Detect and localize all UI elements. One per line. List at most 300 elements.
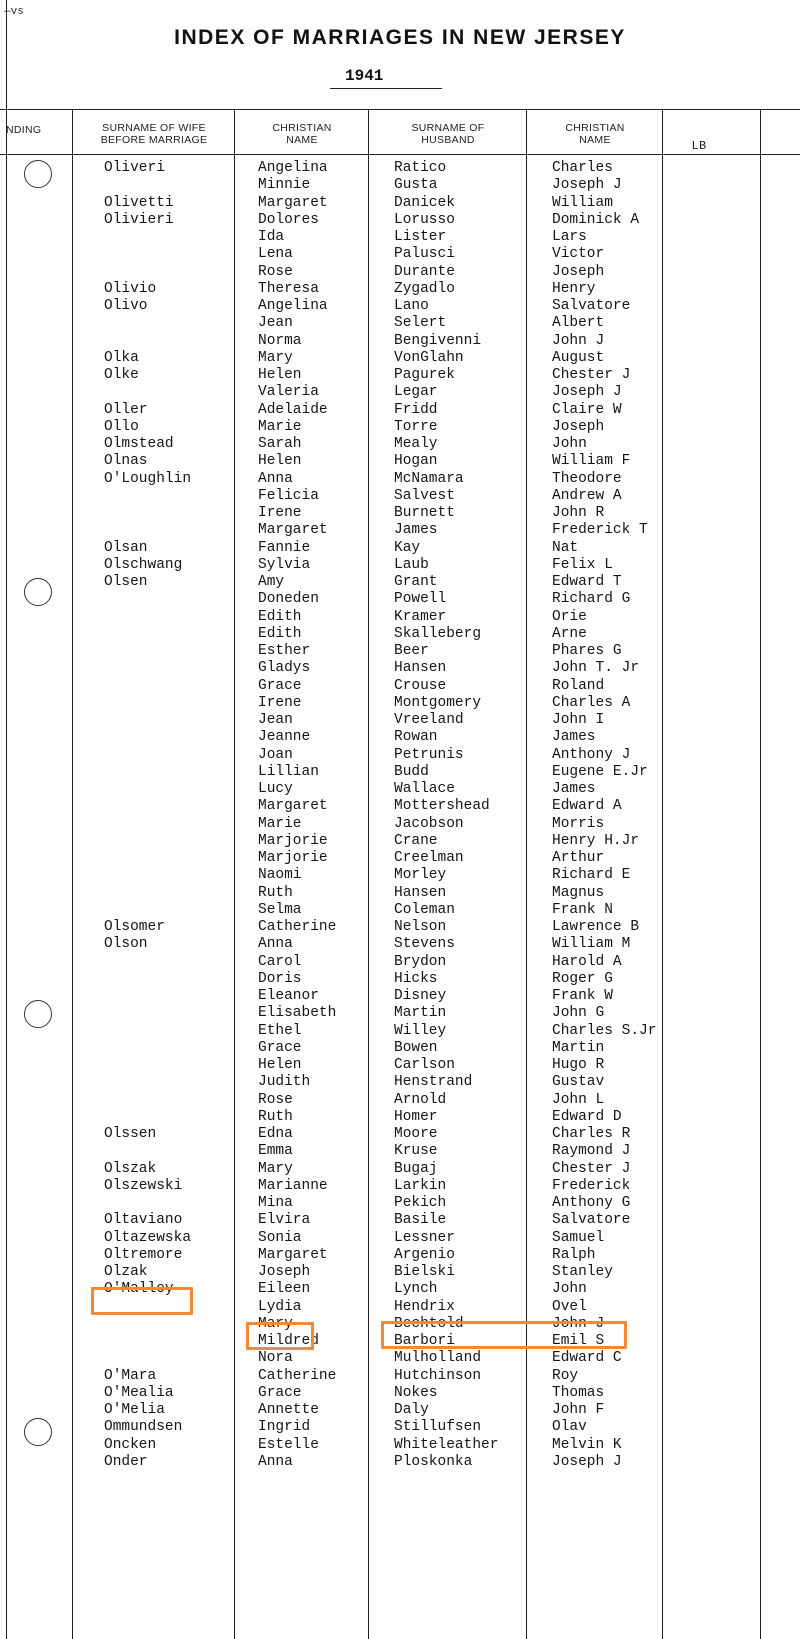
husband-christian-name: John (552, 1281, 587, 1298)
wife-christian-name: Anna (258, 1453, 293, 1470)
wife-christian-name: Grace (258, 677, 302, 694)
wife-christian-name: Doris (258, 970, 302, 987)
table-row (0, 1092, 800, 1109)
table-row (0, 419, 800, 436)
table-row (0, 298, 800, 315)
husband-christian-name: Ovel (552, 1298, 587, 1315)
wife-christian-name: Grace (258, 1039, 302, 1056)
table-row (0, 505, 800, 522)
table-row (0, 971, 800, 988)
husband-christian-name: Olav (552, 1419, 587, 1436)
husband-surname: Mealy (394, 436, 438, 452)
table-row (0, 850, 800, 867)
husband-christian-name: John (552, 436, 587, 452)
husband-surname: Pekich (394, 1195, 447, 1211)
husband-surname: Kay (394, 539, 421, 556)
wife-christian-name: Felicia (258, 487, 319, 504)
table-row (0, 540, 800, 557)
wife-christian-name: Grace (258, 1384, 302, 1401)
husband-surname: Argenio (394, 1246, 455, 1263)
husband-surname: Lorusso (394, 211, 455, 228)
table-row (0, 1402, 800, 1419)
wife-surname: Olssen (104, 1126, 157, 1142)
husband-christian-name: Charles (552, 160, 613, 176)
header-binding: NDING (6, 124, 42, 136)
wife-christian-name: Edith (258, 625, 302, 642)
husband-surname: Stevens (394, 936, 455, 953)
page-title: INDEX OF MARRIAGES IN NEW JERSEY (174, 26, 626, 49)
husband-surname: Morley (394, 867, 447, 884)
husband-christian-name: August (552, 349, 605, 366)
husband-christian-name: Lawrence B (552, 919, 640, 935)
husband-surname: Hansen (394, 884, 447, 901)
husband-surname: Wallace (394, 781, 455, 797)
table-row (0, 333, 800, 350)
table-row (0, 1023, 800, 1040)
table-row (0, 764, 800, 781)
wife-christian-name: Angelina (258, 160, 328, 176)
table-row (0, 1350, 800, 1367)
husband-christian-name: Stanley (552, 1264, 613, 1280)
table-row (0, 747, 800, 764)
wife-christian-name: Anna (258, 936, 293, 953)
table-row (0, 660, 800, 677)
husband-surname: Legar (394, 384, 438, 401)
wife-christian-name: Eleanor (258, 988, 319, 1004)
wife-christian-name: Sonia (258, 1229, 302, 1246)
husband-surname: Lano (394, 298, 429, 314)
husband-surname: Henstrand (394, 1074, 473, 1091)
husband-surname: Carlson (394, 1057, 455, 1073)
husband-surname: James (394, 522, 438, 539)
husband-christian-name: Frank N (552, 901, 613, 918)
wife-surname: Oliveri (104, 160, 165, 176)
wife-christian-name: Emma (258, 1143, 293, 1160)
husband-christian-name: Frederick T (552, 522, 648, 539)
table-row (0, 1161, 800, 1178)
husband-surname: Bielski (394, 1264, 455, 1280)
wife-surname: O'Melia (104, 1402, 165, 1418)
wife-christian-name: Helen (258, 453, 302, 470)
wife-christian-name: Theresa (258, 280, 319, 297)
husband-christian-name: Salvatore (552, 1212, 631, 1229)
wife-christian-name: Marie (258, 815, 302, 832)
wife-christian-name: Ethel (258, 1022, 302, 1039)
wife-christian-name: Elisabeth (258, 1005, 337, 1022)
wife-christian-name: Angelina (258, 298, 328, 314)
husband-christian-name: Chester J (552, 1160, 631, 1177)
wife-christian-name: Judith (258, 1074, 311, 1091)
wife-surname: O'Malley (104, 1281, 174, 1298)
wife-surname: Olivo (104, 298, 148, 314)
wife-christian-name: Elvira (258, 1212, 311, 1229)
table-row (0, 471, 800, 488)
husband-christian-name: Charles A (552, 694, 631, 711)
wife-surname: O'Mealia (104, 1384, 174, 1401)
wife-surname: Olszak (104, 1160, 157, 1177)
wife-christian-name: Ida (258, 229, 285, 245)
husband-surname: Moore (394, 1126, 438, 1142)
husband-surname: Bugaj (394, 1160, 438, 1177)
wife-surname: Olszewski (104, 1177, 183, 1194)
husband-christian-name: Harold A (552, 953, 622, 970)
husband-christian-name: Richard G (552, 591, 631, 608)
husband-surname: Whiteleather (394, 1436, 499, 1453)
table-row (0, 229, 800, 246)
wife-surname: Olivetti (104, 194, 174, 211)
table-row (0, 988, 800, 1005)
table-row (0, 1368, 800, 1385)
husband-christian-name: Andrew A (552, 487, 622, 504)
wife-surname: Ollo (104, 418, 139, 435)
wife-christian-name: Rose (258, 263, 293, 280)
wife-surname: Oltremore (104, 1246, 183, 1263)
husband-surname: Vreeland (394, 712, 464, 728)
wife-christian-name: Marianne (258, 1177, 328, 1194)
wife-surname: Olsomer (104, 919, 165, 935)
husband-christian-name: William M (552, 936, 631, 953)
husband-christian-name: Charles R (552, 1126, 631, 1142)
wife-christian-name: Estelle (258, 1436, 319, 1453)
husband-christian-name: Chester J (552, 367, 631, 383)
husband-surname: Crane (394, 832, 438, 849)
husband-christian-name: John T. Jr (552, 660, 640, 677)
wife-christian-name: Lucy (258, 781, 293, 797)
husband-christian-name: Edward T (552, 574, 622, 590)
husband-surname: Skalleberg (394, 625, 482, 642)
husband-surname: Petrunis (394, 746, 464, 763)
husband-christian-name: Anthony J (552, 746, 631, 763)
wife-surname: Olke (104, 367, 139, 383)
wife-christian-name: Esther (258, 643, 311, 659)
corner-mark: —vs (4, 6, 24, 18)
husband-christian-name: William F (552, 453, 631, 470)
husband-christian-name: Hugo R (552, 1057, 605, 1073)
husband-christian-name: Roger G (552, 970, 613, 987)
wife-christian-name: Adelaide (258, 401, 328, 418)
table-row (0, 402, 800, 419)
wife-christian-name: Mary (258, 1160, 293, 1177)
husband-christian-name: Martin (552, 1039, 605, 1056)
husband-christian-name: William (552, 194, 613, 211)
husband-surname: Basile (394, 1212, 447, 1229)
husband-surname: Bowen (394, 1039, 438, 1056)
husband-surname: Barbori (394, 1333, 455, 1349)
husband-christian-name: Eugene E.Jr (552, 763, 648, 780)
husband-surname: Crouse (394, 677, 447, 694)
husband-surname: Hogan (394, 453, 438, 470)
wife-christian-name: Doneden (258, 591, 319, 608)
wife-christian-name: Ruth (258, 884, 293, 901)
husband-christian-name: Joseph J (552, 384, 622, 401)
table-row (0, 1057, 800, 1074)
wife-christian-name: Margaret (258, 522, 328, 539)
husband-christian-name: Magnus (552, 884, 605, 901)
table-row (0, 833, 800, 850)
husband-surname: Selert (394, 315, 447, 332)
wife-surname: Olka (104, 349, 139, 366)
husband-christian-name: Henry H.Jr (552, 832, 640, 849)
table-row (0, 712, 800, 729)
wife-surname: Ommundsen (104, 1419, 183, 1436)
wife-christian-name: Catherine (258, 919, 337, 935)
husband-surname: Mottershead (394, 798, 490, 815)
wife-christian-name: Edna (258, 1126, 293, 1142)
year-underline (330, 88, 442, 89)
table-row (0, 522, 800, 539)
husband-christian-name: Gustav (552, 1074, 605, 1091)
wife-surname: O'Loughlin (104, 470, 192, 487)
wife-christian-name: Joseph (258, 1264, 311, 1280)
husband-christian-name: Henry (552, 280, 596, 297)
table-row (0, 643, 800, 660)
husband-surname: Hansen (394, 660, 447, 677)
husband-christian-name: Ralph (552, 1246, 596, 1263)
husband-surname: Larkin (394, 1177, 447, 1194)
husband-surname: Beer (394, 643, 429, 659)
table-row (0, 781, 800, 798)
table-row (0, 954, 800, 971)
wife-christian-name: Margaret (258, 798, 328, 815)
highlight-mary (246, 1322, 314, 1350)
wife-christian-name: Joan (258, 746, 293, 763)
wife-christian-name: Irene (258, 505, 302, 521)
husband-christian-name: Joseph (552, 418, 605, 435)
wife-surname: Olsan (104, 539, 148, 556)
table-row (0, 1212, 800, 1229)
husband-christian-name: Phares G (552, 643, 622, 659)
husband-christian-name: Albert (552, 315, 605, 332)
husband-christian-name: John J (552, 1315, 605, 1332)
husband-surname: Coleman (394, 901, 455, 918)
table-row (0, 281, 800, 298)
husband-surname: Daly (394, 1402, 429, 1418)
husband-surname: McNamara (394, 470, 464, 487)
table-row (0, 1040, 800, 1057)
husband-christian-name: Orie (552, 608, 587, 625)
table-row (0, 1195, 800, 1212)
table-row (0, 867, 800, 884)
husband-surname: Pagurek (394, 367, 455, 383)
husband-surname: Hendrix (394, 1298, 455, 1315)
husband-surname: Palusci (394, 246, 455, 263)
husband-surname: Hutchinson (394, 1367, 482, 1384)
wife-christian-name: Lillian (258, 763, 319, 780)
wife-christian-name: Margaret (258, 1246, 328, 1263)
table-row (0, 264, 800, 281)
husband-surname: Arnold (394, 1091, 447, 1108)
wife-christian-name: Irene (258, 694, 302, 711)
wife-christian-name: Amy (258, 574, 285, 590)
wife-surname: O'Mara (104, 1367, 157, 1384)
husband-christian-name: Joseph J (552, 1453, 622, 1470)
husband-christian-name: Nat (552, 539, 579, 556)
table-row (0, 315, 800, 332)
husband-christian-name: Charles S.Jr (552, 1022, 657, 1039)
wife-christian-name: Lydia (258, 1298, 302, 1315)
husband-surname: Lessner (394, 1229, 455, 1246)
header-surname-husband: SURNAME OF HUSBAND (411, 122, 485, 146)
husband-surname: Creelman (394, 850, 464, 866)
table-row (0, 816, 800, 833)
husband-christian-name: Richard E (552, 867, 631, 884)
table-row (0, 1230, 800, 1247)
wife-surname: Olzak (104, 1264, 148, 1280)
husband-christian-name: John F (552, 1402, 605, 1418)
table-row (0, 160, 800, 177)
table-row (0, 591, 800, 608)
husband-surname: Zygadlo (394, 280, 455, 297)
husband-christian-name: Anthony G (552, 1195, 631, 1211)
table-row (0, 1178, 800, 1195)
husband-surname: Gusta (394, 177, 438, 194)
husband-surname: Fridd (394, 401, 438, 418)
wife-surname: Oncken (104, 1436, 157, 1453)
husband-surname: Willey (394, 1022, 447, 1039)
wife-surname: Olivio (104, 280, 157, 297)
wife-christian-name: Ruth (258, 1108, 293, 1125)
husband-christian-name: Melvin K (552, 1436, 622, 1453)
wife-christian-name: Dolores (258, 211, 319, 228)
wife-surname: Olivieri (104, 211, 174, 228)
husband-christian-name: Frederick (552, 1177, 631, 1194)
husband-surname: Laub (394, 556, 429, 573)
table-row (0, 936, 800, 953)
table-row (0, 1247, 800, 1264)
wife-christian-name: Norma (258, 332, 302, 349)
wife-surname: Olschwang (104, 556, 183, 573)
table-row (0, 919, 800, 936)
wife-christian-name: Marjorie (258, 850, 328, 866)
husband-christian-name: Thomas (552, 1384, 605, 1401)
husband-surname: Nelson (394, 919, 447, 935)
wife-christian-name: Jeanne (258, 729, 311, 746)
table-row (0, 367, 800, 384)
wife-surname: Oltaviano (104, 1212, 183, 1229)
wife-christian-name: Marie (258, 418, 302, 435)
husband-christian-name: Samuel (552, 1229, 605, 1246)
table-row (0, 626, 800, 643)
wife-christian-name: Nora (258, 1350, 293, 1367)
husband-christian-name: Theodore (552, 470, 622, 487)
header-surname-wife: SURNAME OF WIFE BEFORE MARRIAGE (100, 122, 208, 146)
table-row (0, 609, 800, 626)
wife-christian-name: Naomi (258, 867, 302, 884)
husband-christian-name: Frank W (552, 988, 613, 1004)
wife-christian-name: Mina (258, 1195, 293, 1211)
wife-christian-name: Eileen (258, 1281, 311, 1298)
table-row (0, 177, 800, 194)
husband-surname: Kramer (394, 608, 447, 625)
wife-christian-name: Anna (258, 470, 293, 487)
wife-christian-name: Minnie (258, 177, 311, 194)
husband-surname: Nokes (394, 1384, 438, 1401)
table-row (0, 729, 800, 746)
wife-surname: Oller (104, 401, 148, 418)
wife-christian-name: Rose (258, 1091, 293, 1108)
wife-christian-name: Mary (258, 1315, 293, 1332)
wife-christian-name: Catherine (258, 1367, 337, 1384)
husband-surname: Montgomery (394, 694, 482, 711)
table-row (0, 1126, 800, 1143)
husband-surname: Mulholland (394, 1350, 482, 1367)
table-row (0, 1074, 800, 1091)
husband-surname: VonGlahn (394, 349, 464, 366)
husband-surname: Lynch (394, 1281, 438, 1298)
husband-christian-name: John L (552, 1091, 605, 1108)
wife-christian-name: Sarah (258, 436, 302, 452)
header-husband-christian-name: CHRISTIAN NAME (565, 122, 625, 146)
table-row (0, 1419, 800, 1436)
husband-christian-name: Felix L (552, 556, 613, 573)
highlight-bechtold-john-j (381, 1321, 627, 1349)
husband-surname: Budd (394, 763, 429, 780)
wife-christian-name: Fannie (258, 539, 311, 556)
wife-surname: Olmstead (104, 436, 174, 452)
husband-christian-name: John R (552, 505, 605, 521)
wife-surname: Onder (104, 1453, 148, 1470)
table-row (0, 1437, 800, 1454)
wife-christian-name: Sylvia (258, 556, 311, 573)
husband-surname: Rowan (394, 729, 438, 746)
husband-surname: Hicks (394, 970, 438, 987)
husband-surname: Torre (394, 418, 438, 435)
husband-christian-name: James (552, 781, 596, 797)
husband-christian-name: Emil S (552, 1333, 605, 1349)
husband-christian-name: Joseph J (552, 177, 622, 194)
husband-christian-name: Arne (552, 625, 587, 642)
header-top-rule (0, 109, 800, 110)
table-row (0, 488, 800, 505)
wife-christian-name: Mary (258, 349, 293, 366)
husband-christian-name: Raymond J (552, 1143, 631, 1160)
table-row (0, 678, 800, 695)
table-row (0, 902, 800, 919)
table-row (0, 574, 800, 591)
wife-surname: Olnas (104, 453, 148, 470)
wife-christian-name: Annette (258, 1402, 319, 1418)
husband-surname: Powell (394, 591, 447, 608)
husband-surname: Homer (394, 1108, 438, 1125)
table-row (0, 1109, 800, 1126)
table-row (0, 885, 800, 902)
husband-christian-name: James (552, 729, 596, 746)
table-row (0, 557, 800, 574)
table-row (0, 212, 800, 229)
wife-christian-name: Marjorie (258, 832, 328, 849)
husband-surname: Durante (394, 263, 455, 280)
husband-christian-name: Roland (552, 677, 605, 694)
wife-christian-name: Margaret (258, 194, 328, 211)
wife-christian-name: Gladys (258, 660, 311, 677)
husband-surname: Salvest (394, 487, 455, 504)
wife-christian-name: Helen (258, 1057, 302, 1073)
wife-christian-name: Jean (258, 712, 293, 728)
husband-christian-name: John J (552, 332, 605, 349)
husband-surname: Stillufsen (394, 1419, 482, 1436)
header-bottom-rule (0, 154, 800, 155)
table-row (0, 246, 800, 263)
husband-surname: Kruse (394, 1143, 438, 1160)
husband-surname: Ratico (394, 160, 447, 176)
husband-surname: Danicek (394, 194, 455, 211)
table-row (0, 798, 800, 815)
table-row (0, 384, 800, 401)
husband-christian-name: Edward A (552, 798, 622, 815)
table-row (0, 1454, 800, 1471)
husband-christian-name: Roy (552, 1367, 579, 1384)
table-row (0, 453, 800, 470)
